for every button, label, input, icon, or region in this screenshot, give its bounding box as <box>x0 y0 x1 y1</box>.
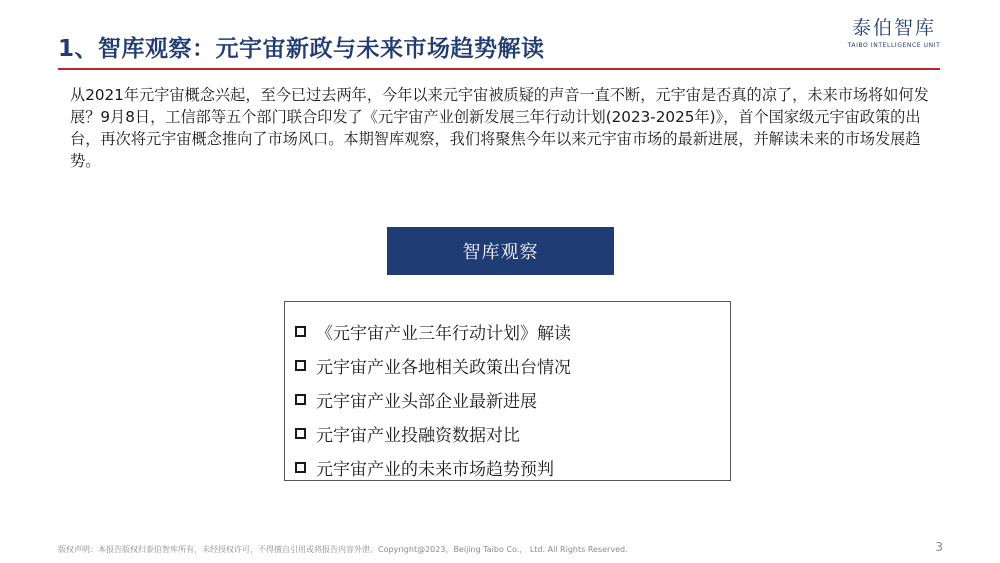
checkbox-icon <box>295 360 306 371</box>
list-item <box>295 416 730 450</box>
page-title: 1、智库观察：元宇宙新政与未来市场趋势解读 <box>58 36 545 62</box>
logo-chinese-name: 泰伯智库 <box>851 17 936 39</box>
list-item <box>295 348 730 382</box>
logo-english-name: TAIBO INTELLIGENCE UNIT <box>847 42 941 49</box>
checkbox-icon <box>295 394 306 405</box>
list-item-label: 元宇宙产业头部企业最新进展 <box>316 391 537 412</box>
list-item <box>295 382 730 416</box>
page-number: 3 <box>935 540 943 554</box>
checkbox-icon <box>295 326 306 337</box>
checkbox-icon <box>295 462 306 473</box>
title-divider <box>58 68 940 70</box>
section-heading-box <box>387 227 614 275</box>
topics-list <box>284 301 731 481</box>
list-item-label: 元宇宙产业投融资数据对比 <box>316 425 520 446</box>
company-logo <box>846 16 942 49</box>
checkbox-icon <box>295 428 306 439</box>
list-item <box>295 450 730 484</box>
copyright-notice: 版权声明：本报告版权归泰伯智库所有，未经授权许可，不得擅自引用或将报告内容外泄。Copyright@2023，Beijing Taibo Co.， Ltd. All Rights Reserved. <box>58 545 628 554</box>
list-item-label: 《元宇宙产业三年行动计划》解读 <box>316 323 571 344</box>
list-item-label: 元宇宙产业的未来市场趋势预判 <box>316 459 554 480</box>
intro-paragraph: 从2021年元宇宙概念兴起，至今已过去两年，今年以来元宇宙被质疑的声音一直不断，元宇宙是否真的凉了，未来市场将如何发展？9月8日，工信部等五个部门联合印发了《元宇宙产业创新发展三年行动计划(2023-2025年)》，首个国家级元宇宙政策的出台，再次将元宇宙概念推向了市场风口。本期智库观察，我们将聚焦今年以来元宇宙市场的最新进展，并解读未来的市场发展趋势。 <box>70 86 929 170</box>
section-heading-label: 智库观察 <box>462 242 539 263</box>
list-item <box>295 314 730 348</box>
list-item-label: 元宇宙产业各地相关政策出台情况 <box>316 357 571 378</box>
